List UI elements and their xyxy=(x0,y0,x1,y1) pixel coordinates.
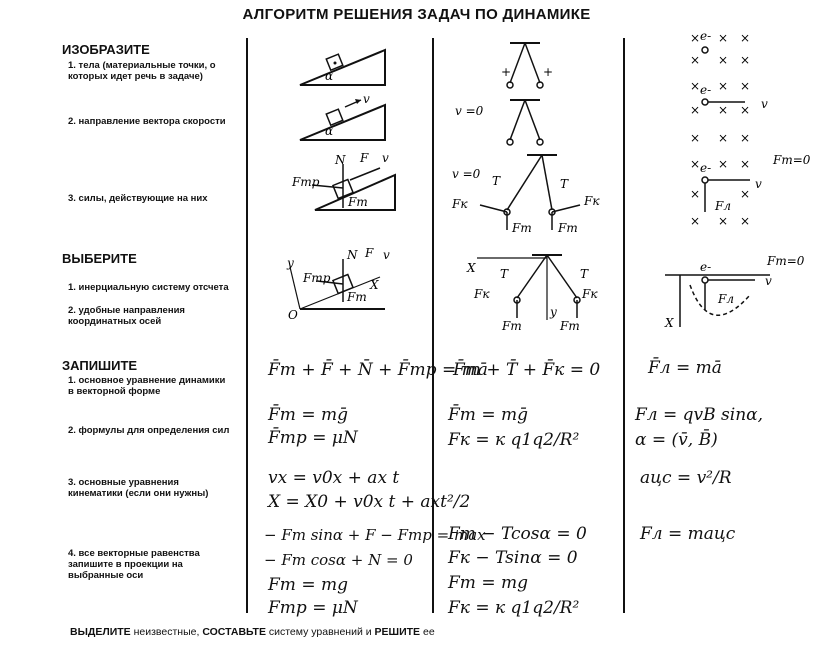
section-write-heading: ЗАПИШИТЕ xyxy=(62,358,138,373)
svg-text:×: × xyxy=(690,214,701,228)
svg-text:T: T xyxy=(492,174,501,188)
col3-force-2: α = (v̄, B̄) xyxy=(635,430,718,450)
svg-text:Fт=0: Fт=0 xyxy=(773,153,811,167)
col1-force-2: F̄тр = μN xyxy=(268,428,358,448)
step-choose-1: 1. инерциальную систему отсчета xyxy=(68,282,229,293)
svg-text:×: × xyxy=(718,103,729,117)
svg-text:T: T xyxy=(500,267,509,281)
footer-bold-3: РЕШИТЕ xyxy=(374,626,421,638)
svg-text:×: × xyxy=(690,187,701,201)
col1-main-equation: F̄т + F̄ + N̄ + F̄тр = mā xyxy=(268,360,488,380)
svg-text:v =0: v =0 xyxy=(455,104,484,118)
svg-text:×: × xyxy=(740,131,751,145)
step-draw-1: 1. тела (материальные точки, о которых идет речь в задаче) xyxy=(68,60,216,82)
svg-text:Fт: Fт xyxy=(347,290,367,304)
svg-text:y: y xyxy=(550,305,557,319)
footer-instruction xyxy=(70,626,435,638)
svg-text:T: T xyxy=(580,267,589,281)
svg-text:×: × xyxy=(740,187,751,201)
svg-text:Fл: Fл xyxy=(715,199,731,213)
incline-forces-diagram xyxy=(290,150,410,215)
col3-kin-1: aцс = v²/R xyxy=(640,468,732,488)
svg-text:T: T xyxy=(560,177,569,191)
svg-text:Fт: Fт xyxy=(560,319,580,333)
svg-text:×: × xyxy=(740,53,751,67)
footer-text-2: систему уравнений и xyxy=(265,626,375,638)
svg-text:Fтр: Fтр xyxy=(303,271,331,285)
svg-text:×: × xyxy=(740,157,751,171)
magnetic-field-diagram xyxy=(685,30,765,85)
pendulums-diagram xyxy=(495,38,555,98)
svg-text:×: × xyxy=(740,79,751,93)
col2-force-2: Fк = к q1q2/R² xyxy=(448,430,580,450)
col1-proj-3: Fт = mg xyxy=(268,575,348,595)
svg-text:Fт: Fт xyxy=(512,221,532,235)
section-choose-heading: ВЫБЕРИТЕ xyxy=(62,251,137,266)
magnetic-velocity-diagram xyxy=(685,80,785,150)
svg-text:e-: e- xyxy=(700,260,712,274)
svg-text:O: O xyxy=(288,308,298,322)
svg-text:×: × xyxy=(718,157,729,171)
footer-text-3: ее xyxy=(420,626,435,638)
svg-text:Fтр: Fтр xyxy=(292,175,320,189)
svg-text:N: N xyxy=(335,153,346,167)
footer-bold-1: ВЫДЕЛИТЕ xyxy=(70,626,131,638)
magnetic-axes-diagram xyxy=(660,255,810,340)
svg-text:×: × xyxy=(690,31,701,45)
svg-text:×: × xyxy=(690,79,701,93)
svg-text:×: × xyxy=(690,103,701,117)
incline-velocity-diagram xyxy=(295,92,405,145)
svg-text:v: v xyxy=(765,274,772,288)
svg-text:Fк: Fк xyxy=(474,287,490,301)
col2-force-1: F̄т = mḡ xyxy=(448,405,528,425)
step-choose-2: 2. удобные направления координатных осей xyxy=(68,305,185,327)
svg-text:F: F xyxy=(365,246,374,260)
velocity-label: v xyxy=(363,92,370,106)
col2-proj-1: Fт − Tcosα = 0 xyxy=(448,524,587,544)
svg-text:e-: e- xyxy=(700,161,712,175)
svg-text:×: × xyxy=(718,131,729,145)
svg-text:F: F xyxy=(360,151,369,165)
col2-proj-3: Fт = mg xyxy=(448,573,528,593)
col1-kin-1: vx = v0x + ax t xyxy=(268,468,400,488)
svg-text:Fт=0: Fт=0 xyxy=(767,254,805,268)
svg-text:Fк: Fк xyxy=(584,194,600,208)
svg-text:×: × xyxy=(740,31,751,45)
svg-text:α: α xyxy=(325,124,334,138)
svg-text:×: × xyxy=(718,53,729,67)
svg-text:Fт: Fт xyxy=(502,319,522,333)
svg-text:×: × xyxy=(718,214,729,228)
svg-text:×: × xyxy=(718,31,729,45)
pendulums-forces-diagram xyxy=(452,150,612,235)
incline-body-diagram xyxy=(295,40,395,90)
pendulums-velocity-diagram xyxy=(455,95,555,155)
col2-proj-2: Fк − Tsinα = 0 xyxy=(448,548,578,568)
footer-bold-2: СОСТАВЬТЕ xyxy=(202,626,266,638)
svg-text:Fт: Fт xyxy=(348,195,368,209)
column-divider-1 xyxy=(246,38,248,613)
svg-text:X: X xyxy=(370,278,379,292)
svg-text:×: × xyxy=(690,131,701,145)
page-title: АЛГОРИТМ РЕШЕНИЯ ЗАДАЧ ПО ДИНАМИКЕ xyxy=(242,6,591,23)
svg-text:×: × xyxy=(718,79,729,93)
svg-text:×: × xyxy=(690,157,701,171)
svg-text:N: N xyxy=(347,248,358,262)
svg-text:Fк: Fк xyxy=(582,287,598,301)
svg-text:×: × xyxy=(740,103,751,117)
step-draw-3: 3. силы, действующие на них xyxy=(68,193,208,204)
col3-main-equation: F̄л = mā xyxy=(648,358,722,378)
step-draw-2: 2. направление вектора скорости xyxy=(68,116,226,127)
col2-main-equation: F̄т + T̄ + F̄к = 0 xyxy=(453,360,601,380)
svg-text:e-: e- xyxy=(700,83,712,97)
alpha-label: α xyxy=(325,69,334,83)
svg-text:X: X xyxy=(467,261,476,275)
svg-text:Fт: Fт xyxy=(558,221,578,235)
column-divider-3 xyxy=(623,38,625,613)
svg-text:e-: e- xyxy=(700,29,712,43)
svg-text:×: × xyxy=(690,53,701,67)
col2-proj-4: Fк = к q1q2/R² xyxy=(448,598,580,618)
col1-force-1: F̄т = mḡ xyxy=(268,405,348,425)
col1-kin-2: X = X0 + v0x t + axt²/2 xyxy=(268,492,471,512)
step-write-1: 1. основное уравнение динамики в векторной форме xyxy=(68,375,226,397)
svg-text:+: + xyxy=(501,65,512,79)
col3-proj-1: Fл = maцс xyxy=(640,524,736,544)
axes-forces-diagram xyxy=(285,247,405,322)
pendulums-axes-diagram xyxy=(462,250,612,335)
svg-text:v: v xyxy=(383,248,390,262)
svg-text:Fл: Fл xyxy=(718,292,734,306)
svg-text:Fк: Fк xyxy=(452,197,468,211)
svg-text:v =0: v =0 xyxy=(452,167,481,181)
step-write-3: 3. основные уравнения кинематики (если они нужны) xyxy=(68,477,209,499)
svg-text:v: v xyxy=(761,97,768,111)
step-write-2: 2. формулы для определения сил xyxy=(68,425,230,436)
svg-text:v: v xyxy=(755,177,762,191)
step-write-4: 4. все векторные равенства запишите в проекции на выбранные оси xyxy=(68,548,200,581)
svg-text:y: y xyxy=(287,256,294,270)
svg-text:×: × xyxy=(740,214,751,228)
svg-text:+: + xyxy=(543,65,554,79)
col1-proj-4: Fтр = μN xyxy=(268,598,358,618)
col1-proj-1: − Fт sinα + F − Fтр = max xyxy=(264,526,486,544)
col1-proj-2: − Fт cosα + N = 0 xyxy=(264,551,413,569)
footer-text-1: неизвестные, xyxy=(130,626,203,638)
section-draw-heading: ИЗОБРАЗИТЕ xyxy=(62,42,150,57)
svg-text:X: X xyxy=(665,316,674,330)
svg-text:v: v xyxy=(382,151,389,165)
col3-force-1: Fл = qvB sinα, xyxy=(635,405,764,425)
magnetic-forces-diagram xyxy=(685,150,810,230)
